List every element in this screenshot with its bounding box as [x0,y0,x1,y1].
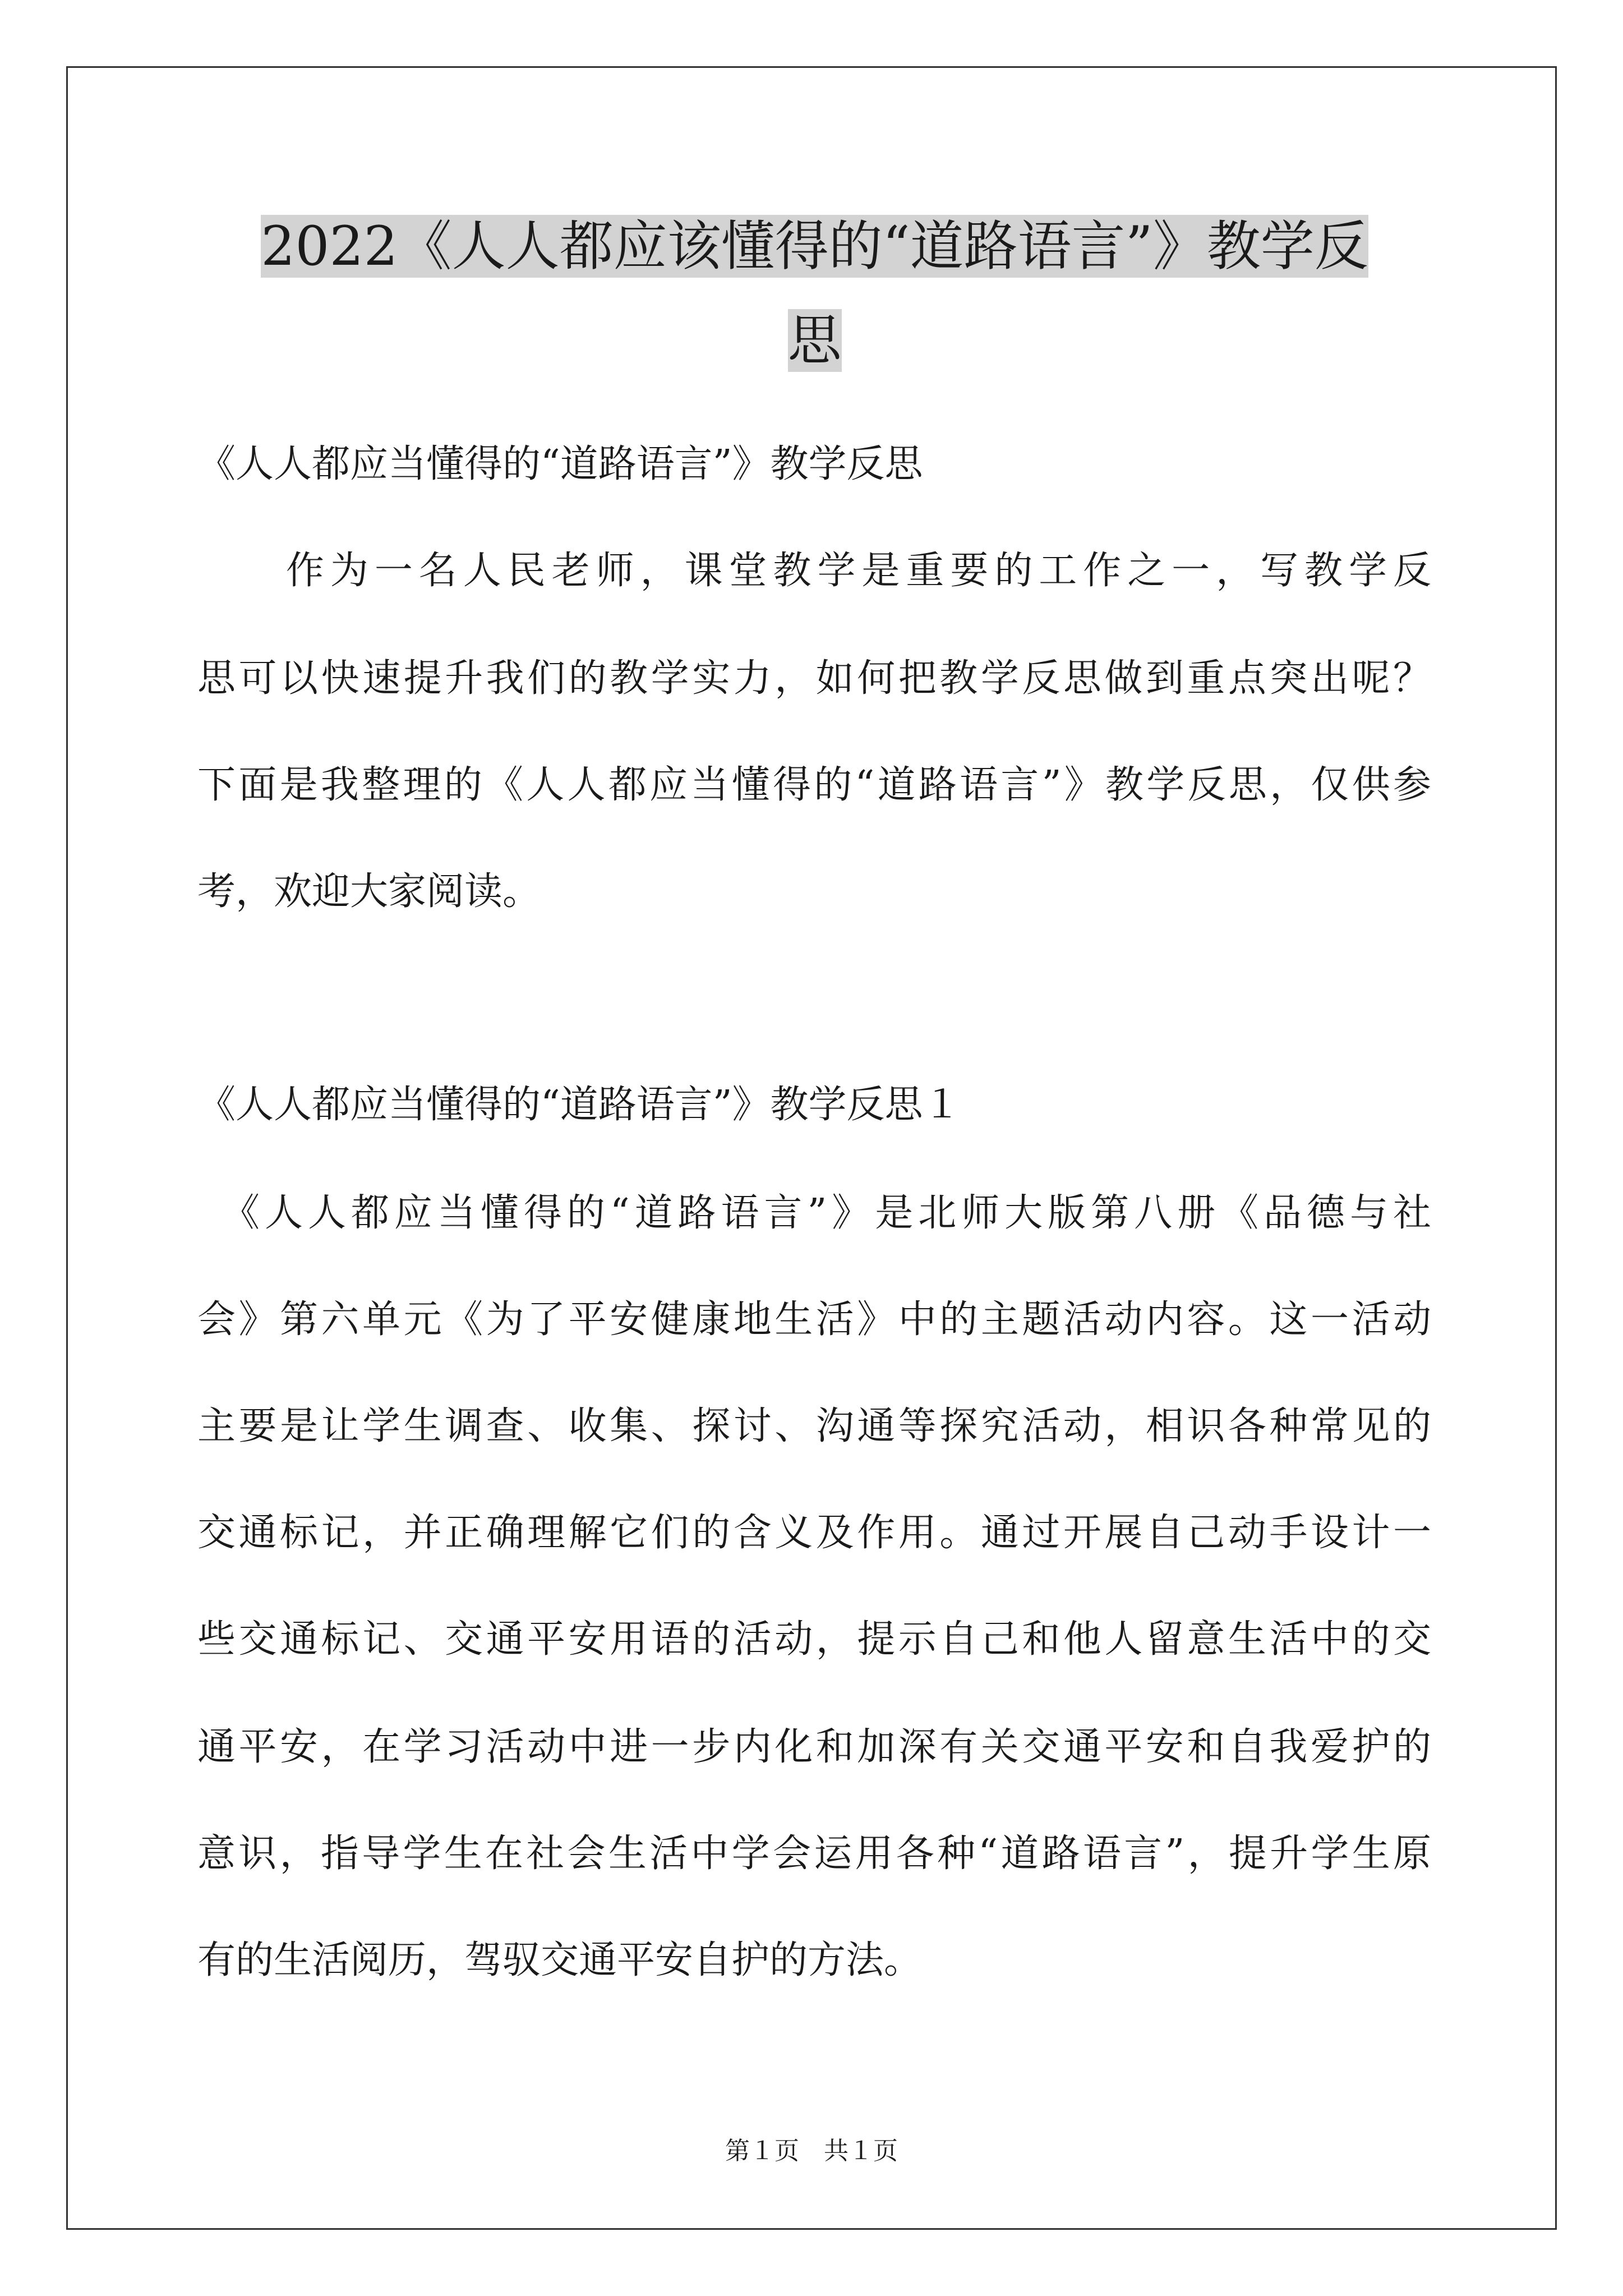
section-heading: 《人人都应当懂得的“道路语言”》教学反思１ [197,1083,961,1127]
section-line: 主要是让学生调查、收集、探讨、沟通等探究活动，相识各种常见的 [197,1404,1431,1448]
section-line: 会》第六单元《为了平安健康地生活》中的主题活动内容。这一活动 [197,1297,1431,1342]
title-line-2: 思 [787,309,842,372]
section-line: 些交通标记、交通平安用语的活动，提示自己和他人留意生活中的交 [197,1617,1431,1662]
section-line: 交通标记，并正确理解它们的含义及作用。通过开展自己动手设计一 [197,1511,1431,1555]
page-footer: 第１页 共１页 [725,2137,898,2165]
subtitle: 《人人都应当懂得的“道路语言”》教学反思 [197,442,923,486]
intro-line: 下面是我整理的《人人都应当懂得的“道路语言”》教学反思，仅供参 [197,763,1431,807]
page-border [66,66,1557,2230]
section-line: 《人人都应当懂得的“道路语言”》是北师大版第八册《品德与社 [197,1191,1431,1235]
intro-line: 作为一名人民老师，课堂教学是重要的工作之一，写教学反 [197,549,1431,593]
section-line: 通平安，在学习活动中进一步内化和加深有关交通平安和自我爱护的 [197,1725,1431,1769]
section-line: 有的生活阅历，驾驭交通平安自护的方法。 [197,1938,923,1982]
document-title [196,199,1433,388]
intro-line: 考，欢迎大家阅读。 [197,869,541,914]
section-line: 意识，指导学生在社会生活中学会运用各种“道路语言”，提升学生原 [197,1832,1431,1876]
title-line-1: 2022《人人都应该懂得的“道路语言”》教学反 [261,215,1368,278]
intro-line: 思可以快速提升我们的教学实力，如何把教学反思做到重点突出呢？ [197,656,1431,701]
